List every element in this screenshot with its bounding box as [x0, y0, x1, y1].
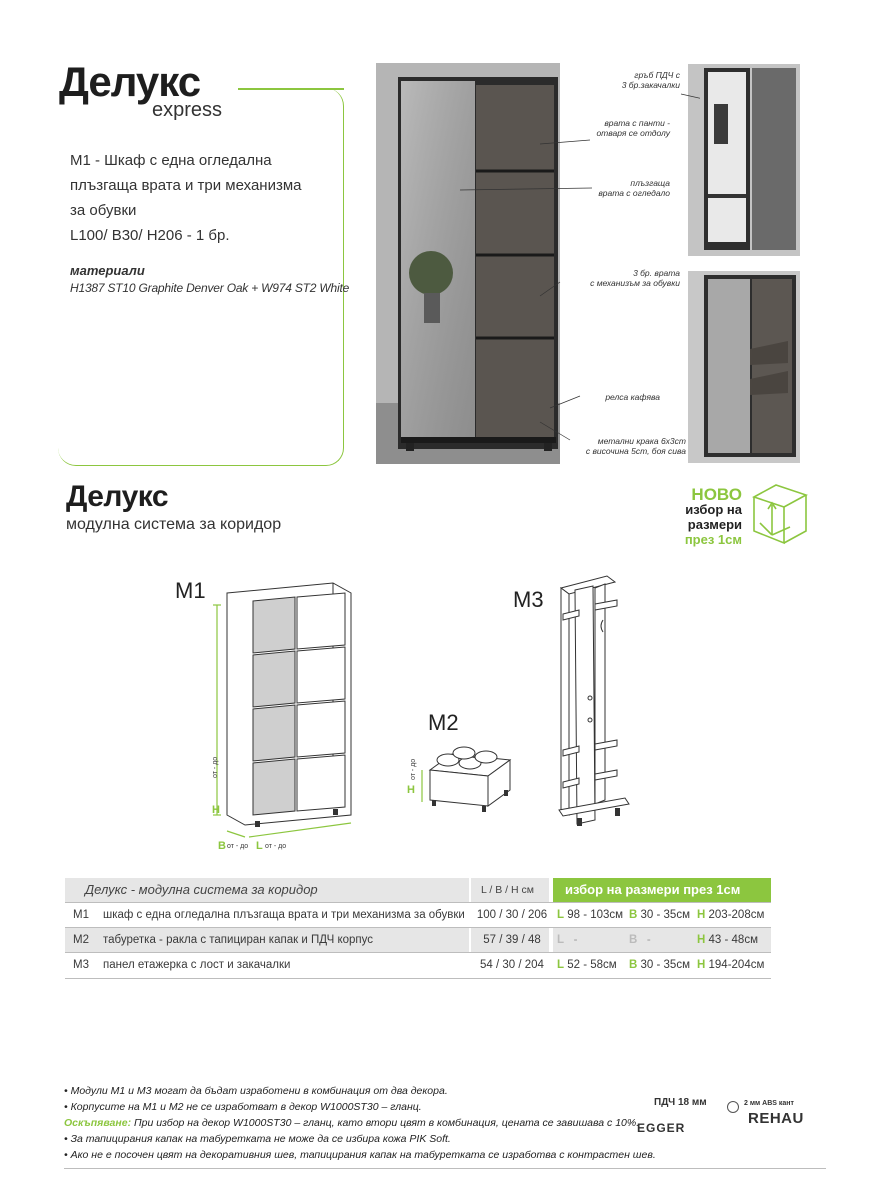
m2-h-range: от - до: [410, 758, 417, 780]
dims-header: L / B / H см: [481, 884, 534, 896]
m1-l-range: от - до: [265, 843, 287, 850]
row-code: M1: [73, 909, 89, 921]
description-line: L100/ B30/ H206 - 1 бр.: [70, 227, 230, 244]
m1-b-range: от - до: [227, 843, 249, 850]
table-header: [65, 878, 771, 902]
pdch-label: ПДЧ 18 мм: [654, 1097, 707, 1108]
product-description: [70, 148, 302, 248]
page-title: Делукс: [59, 58, 201, 105]
note-line: • Модули M1 и M3 могат да бъдат изработени в комбинация от два декора.: [64, 1085, 448, 1097]
table-row: M2 табуретка - ракла с тапициран капак и ПДЧ корпус 57 / 39 / 48 L - B - H 43 - 48см: [65, 928, 771, 952]
row-dims: 100 / 30 / 206: [476, 909, 548, 921]
rehau-logo: REHAU: [748, 1110, 804, 1127]
choice-header: избор на размери през 1см: [553, 878, 771, 902]
m1-b-label: B: [218, 840, 226, 852]
row-code: M2: [73, 934, 89, 946]
section-title: Делукс: [66, 480, 169, 513]
section-subtitle: модулна система за коридор: [66, 516, 282, 533]
materials-value: H1387 ST10 Graphite Denver Oak + W974 ST2 White: [70, 281, 350, 295]
materials-label: материали: [70, 263, 145, 278]
m1-l-label: L: [256, 840, 263, 852]
row-name: панел етажерка с лост и закачалки: [103, 959, 291, 971]
drawing-m2: [418, 730, 518, 815]
table-row: M1 шкаф с една огледална плъзгаща врата и три механизма за обувки 100 / 30 / 206 L 98 - 103см B 30 - 35см H 203-208см: [65, 903, 771, 927]
abs-edge-icon: [727, 1101, 739, 1113]
table-title: Делукс - модулна система за коридор: [85, 882, 318, 897]
row-name: шкаф с една огледална плъзгаща врата и три механизма за обувки: [103, 909, 465, 921]
module-label-m2: M2: [428, 710, 459, 735]
egger-logo: EGGER: [637, 1121, 686, 1135]
row-dims: 54 / 30 / 204: [480, 959, 544, 971]
product-photo-shoes: [688, 271, 800, 463]
abs-label: 2 мм ABS кант: [744, 1100, 794, 1107]
note-line: • Корпусите на M1 и M2 не се изработват в декор W1000ST30 – гланц.: [64, 1101, 422, 1113]
note-surcharge-label: Оскъпяване:: [64, 1117, 132, 1129]
callout-back: гръб ПДЧ с 3 бр.закачалки: [621, 70, 680, 90]
note-line: • Ако не е посочен цвят на декоративния шев, тапицирания капак на табуретката се изработва с контрастен шев.: [64, 1149, 656, 1161]
note-line: Оскъпяване: При избор на декор W1000ST30 – гланц, като втори цвят в комбинация, цената се завишава с 10%.: [64, 1117, 640, 1129]
callout-rail: релса кафява: [605, 392, 660, 402]
callout-lines: [440, 60, 700, 470]
row-name: табуретка - ракла с тапициран капак и ПДЧ корпус: [103, 934, 374, 946]
m2-h-label: H: [407, 784, 415, 796]
product-photo-open: [688, 64, 800, 256]
drawing-m1: [205, 575, 375, 855]
callout-hinge-doors: врата с панти - отваря се отдолу: [596, 118, 670, 138]
row-dims: 57 / 39 / 48: [483, 934, 541, 946]
table-row: M3 панел етажерка с лост и закачалки 54 / 30 / 204 L 52 - 58см B 30 - 35см H 194-204см: [65, 953, 771, 977]
callout-sliding-door: плъзгаща врата с огледало: [598, 178, 670, 198]
description-line: плъзгаща врата и три механизма: [70, 177, 302, 194]
notes-block: [64, 1083, 656, 1163]
cube-icon: [750, 483, 810, 547]
module-label-m1: M1: [175, 578, 206, 603]
m1-h-range: от - до: [212, 756, 219, 778]
drawing-m3: [555, 570, 635, 835]
callout-legs: метални крака 6х3ст с височина 5ст, боя сива: [585, 436, 686, 456]
callout-shoe-doors: 3 бр. врата с механизъм за обувки: [590, 268, 680, 288]
bottom-divider: [64, 1168, 826, 1169]
description-line: за обувки: [70, 202, 137, 219]
description-line: M1 - Шкаф с една огледална: [70, 152, 272, 169]
new-sizes-badge: НОВО избор на размери през 1см: [684, 485, 742, 547]
m1-h-label: H: [212, 804, 220, 816]
note-line: • За тапицирания капак на табуретката не може да се избира кожа PIK Soft.: [64, 1133, 451, 1145]
module-label-m3: M3: [513, 587, 544, 612]
page-subtitle: express: [152, 99, 223, 121]
row-code: M3: [73, 959, 89, 971]
